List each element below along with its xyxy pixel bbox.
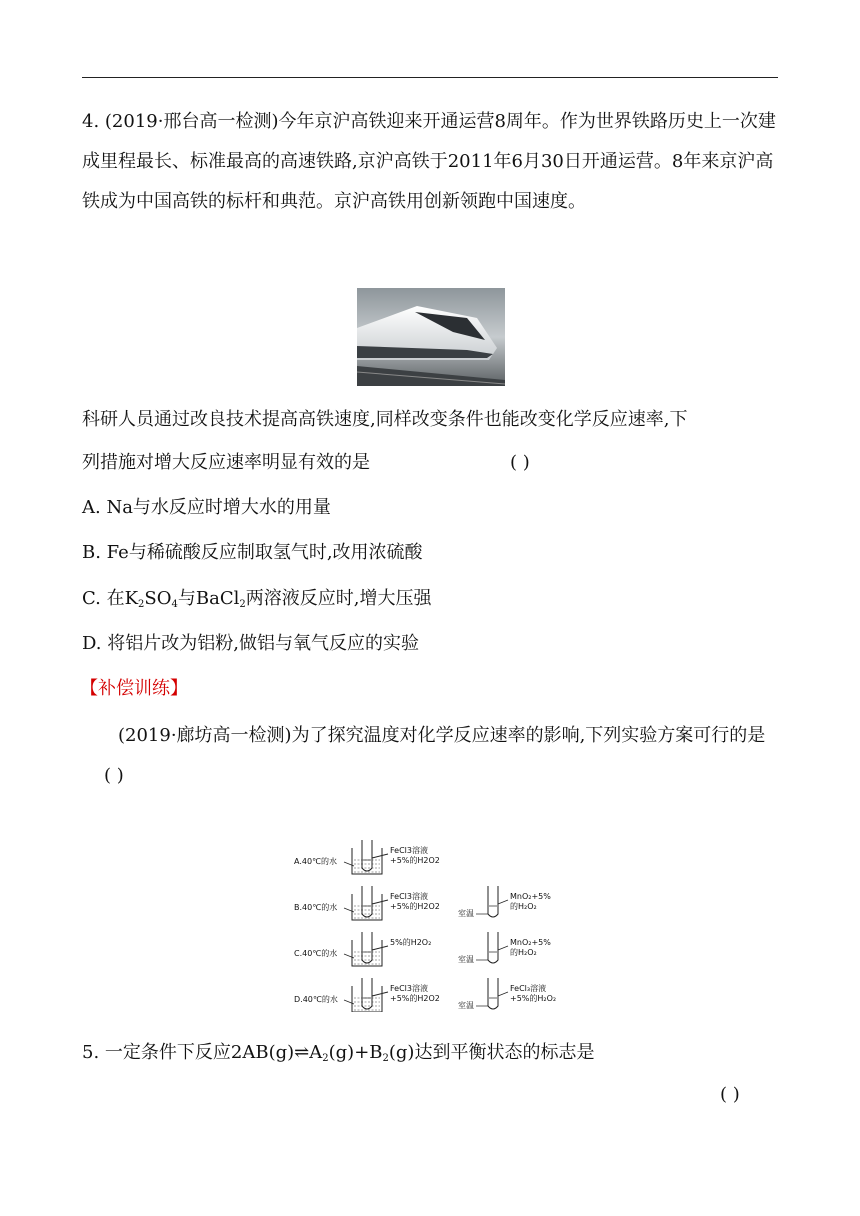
- option-b: B. Fe与稀硫酸反应制取氢气时,改用浓硫酸: [82, 542, 423, 563]
- test-tube: [362, 978, 372, 1009]
- experiment-row-0: [294, 840, 440, 874]
- experiment-row-3: [294, 978, 556, 1012]
- question-4-intro: 4. (2019·邢台高一检测)今年京沪高铁迎来开通运营8周年。作为世界铁路历史上一次建成里程最长、标准最高的高速铁路,京沪高铁于2011年6月30日开通运营。8年来京沪高铁成为中国高铁的标杆和典范。京沪高铁用创新领跑中国速度。: [82, 111, 776, 212]
- question-5: [82, 1039, 594, 1067]
- supplement-text: (2019·廊坊高一检测)为了探究温度对化学反应速率的影响,下列实验方案可行的是: [118, 725, 766, 746]
- option-c-post: 两溶液反应时,增大压强: [245, 588, 432, 609]
- room-test-tube: [488, 932, 498, 963]
- top-rule: [82, 77, 778, 78]
- q5-pre: 5. 一定条件下反应2AB(g): [82, 1042, 295, 1063]
- beaker-label: D.40℃的水: [294, 995, 338, 1004]
- reagent-label-line2: +5%的H2O2: [390, 856, 440, 865]
- experiment-figure: [290, 834, 565, 1012]
- room-temp-label: 室温: [458, 1001, 474, 1010]
- option-c: [82, 585, 431, 613]
- reagent-label-line2: +5%的H2O2: [390, 994, 440, 1003]
- reagent-label-line2: +5%的H2O2: [390, 902, 440, 911]
- room-reagent-line1: FeCl₃溶液: [510, 984, 547, 993]
- reagent-pointer: [372, 900, 388, 904]
- reagent-label-line1: FeCl3溶液: [390, 984, 428, 993]
- room-reagent-pointer: [498, 946, 508, 950]
- test-tube: [362, 840, 372, 871]
- room-temp-label: 室温: [458, 955, 474, 964]
- option-c-pre: C. 在K: [82, 588, 139, 609]
- reagent-label-line1: FeCl3溶液: [390, 846, 428, 855]
- option-c-k-sub: 2: [138, 599, 145, 610]
- experiment-row-1: [294, 886, 551, 920]
- q5-a-sub: 2: [322, 1053, 329, 1064]
- beaker-label: A.40℃的水: [294, 857, 338, 866]
- room-reagent-line2: 的H₂O₂: [510, 902, 537, 911]
- question-4-answer-paren: ( ): [510, 452, 530, 473]
- high-speed-train-photo: [357, 288, 505, 386]
- beaker-label: B.40℃的水: [294, 903, 338, 912]
- supplement-question: [82, 716, 778, 796]
- beaker: [352, 940, 382, 966]
- option-a: A. Na与水反应时增大水的用量: [82, 497, 331, 518]
- reagent-label-line1: 5%的H2O₂: [390, 938, 432, 947]
- room-reagent-line2: +5%的H₂O₂: [510, 994, 557, 1003]
- room-test-tube: [488, 978, 498, 1009]
- beaker: [352, 986, 382, 1012]
- train-illustration: [357, 288, 505, 386]
- supplement-heading: 【补偿训练】: [80, 678, 188, 699]
- option-c-mid2: 与BaCl: [177, 588, 240, 609]
- reagent-pointer: [372, 992, 388, 996]
- equilibrium-arrow-icon: ⇌: [294, 1042, 310, 1063]
- option-c-so-sub: 4: [171, 599, 178, 610]
- option-c-mid1: SO: [144, 588, 172, 609]
- room-reagent-line1: MnO₂+5%: [510, 938, 551, 947]
- experiment-diagram: [290, 834, 565, 1012]
- room-test-tube: [488, 886, 498, 917]
- room-reagent-line2: 的H₂O₂: [510, 948, 537, 957]
- question-4-stem-text: 列措施对增大反应速率明显有效的是: [82, 452, 370, 473]
- experiment-row-2: [294, 932, 551, 966]
- beaker: [352, 894, 382, 920]
- test-tube: [362, 932, 372, 963]
- option-d: D. 将铝片改为铝粉,做铝与氧气反应的实验: [82, 633, 419, 654]
- reagent-pointer: [372, 946, 388, 950]
- beaker-label: C.40℃的水: [294, 949, 338, 958]
- reagent-pointer: [372, 854, 388, 858]
- room-reagent-line1: MnO₂+5%: [510, 892, 551, 901]
- room-temp-label: 室温: [458, 909, 474, 918]
- q5-mid: (g)+B: [328, 1042, 383, 1063]
- question-4-stem-line-2: [82, 449, 530, 477]
- q5-post: (g)达到平衡状态的标志是: [388, 1042, 595, 1063]
- q5-a: A: [309, 1042, 323, 1063]
- test-tube: [362, 886, 372, 917]
- question-5-answer-paren: ( ): [720, 1084, 740, 1105]
- beaker: [352, 848, 382, 874]
- q5-b-sub: 2: [382, 1053, 389, 1064]
- supplement-answer-paren: ( ): [104, 765, 124, 786]
- room-reagent-pointer: [498, 992, 508, 996]
- question-4-stem-line-1: 科研人员通过改良技术提高高铁速度,同样改变条件也能改变化学反应速率,下: [82, 409, 688, 430]
- room-reagent-pointer: [498, 900, 508, 904]
- reagent-label-line1: FeCl3溶液: [390, 892, 428, 901]
- option-c-ba-sub: 2: [239, 599, 246, 610]
